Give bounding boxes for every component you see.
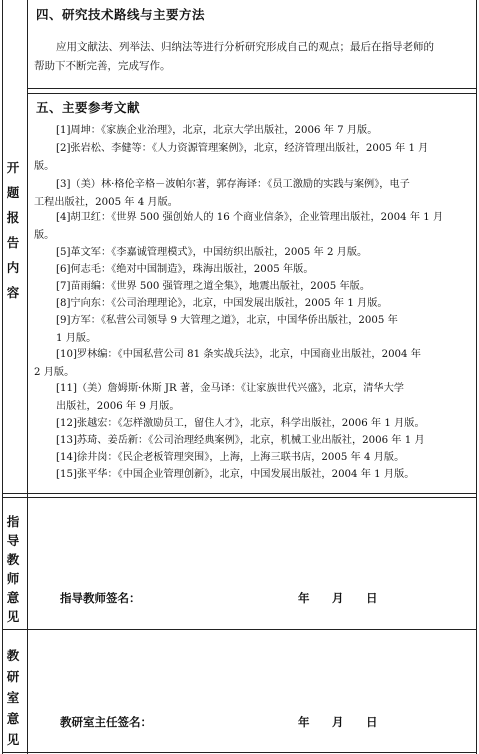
advisor-date-year: 年	[298, 591, 310, 605]
section5-title: 五、主要参考文献	[36, 100, 141, 115]
reference-item	[56, 449, 474, 467]
column-divider	[27, 0, 28, 754]
reference-text: [4]胡卫红：《世界 500 强创始人的 16 个商业信条》，企业管理出版社，2004 年 1 月	[56, 212, 444, 223]
section5-rule-a	[27, 93, 476, 94]
reference-text: [14]徐井岗：《民企老板管理突围》，上海，上海三联书店，2005 年 4 月版。	[56, 452, 405, 463]
reference-text-cont: 出版社，2006 年 9 月版。	[56, 400, 180, 412]
side-char: 导	[6, 533, 20, 548]
side-char: 容	[6, 285, 20, 300]
report-bottom-rule-b	[2, 497, 476, 498]
reference-text: [11]（美）詹姆斯·休斯 JR 著，金马译：《让家族世代兴盛》，北京，清华大学	[56, 383, 404, 394]
reference-text: [1]周坤：《家族企业治理》，北京，北京大学出版社，2006 年 7 月版。	[56, 125, 378, 136]
side-char: 见	[6, 732, 20, 747]
section4-text-line1: 应用文献法、列举法、归纳法等进行分析研究形成自己的观点；最后在指导老师的	[56, 41, 434, 53]
reference-text: [13]苏琦、姜岳新：《公司治理经典案例》，北京，机械工业出版社，2006 年 1 月	[56, 435, 425, 446]
side-char: 见	[6, 609, 20, 624]
side-char: 题	[6, 185, 20, 200]
office-signature-label: 教研室主任签名：	[60, 715, 152, 729]
reference-item	[34, 140, 474, 175]
advisor-date-month: 月	[332, 591, 344, 605]
reference-item	[56, 466, 474, 484]
reference-item	[34, 346, 474, 381]
reference-text: [5]革文军：《李嘉诚管理模式》，中国纺织出版社，2005 年 2 月版。	[56, 247, 368, 258]
office-date-day: 日	[366, 715, 378, 729]
section4-text-line2: 帮助下不断完善，完成写作。	[34, 60, 171, 72]
side-char: 意	[6, 590, 20, 605]
side-char: 内	[6, 260, 20, 275]
side-char: 师	[6, 571, 20, 586]
reference-text-cont: 2 月版。	[34, 366, 75, 378]
reference-item	[56, 312, 474, 347]
reference-text-cont: 工程出版社，2005 年 4 月版。	[34, 196, 178, 208]
side-char: 意	[6, 711, 20, 726]
reference-text: [2]张岩松、李健等：《人力资源管理案例》，北京，经济管理出版社，2005 年 1 月	[56, 143, 429, 154]
advisor-date-day: 日	[366, 591, 378, 605]
side-char: 教	[6, 552, 20, 567]
side-char: 研	[6, 669, 20, 684]
side-char: 告	[6, 235, 20, 250]
reference-item	[56, 380, 474, 415]
reference-item	[56, 415, 474, 433]
reference-text: [10]罗林编：《中国私营公司 81 条实战兵法》，北京，中国商业出版社，2004 年	[56, 349, 421, 360]
side-label-office	[0, 645, 26, 750]
reference-text: [6]何志毛：《绝对中国制造》，珠海出版社，2005 年版。	[56, 264, 314, 275]
reference-item	[56, 278, 474, 296]
reference-text-cont: 版。	[34, 229, 55, 241]
side-char: 报	[6, 210, 20, 225]
report-bottom-rule	[2, 493, 476, 494]
section4-rule	[27, 88, 476, 89]
advisor-bottom-rule	[2, 629, 476, 630]
reference-text: [7]苗雨编：《世界 500 强管理之道全集》，地震出版社，2005 年版。	[56, 281, 371, 292]
side-char: 教	[6, 648, 20, 663]
reference-text: [3]（美）林·格伦辛格－波帕尔著，郭存海译：《员工激励的实践与案例》，电子	[56, 179, 410, 190]
bottom-border	[2, 752, 476, 753]
reference-text-cont: 1 月版。	[56, 332, 97, 344]
reference-item	[34, 176, 474, 211]
side-label-advisor	[0, 512, 26, 626]
left-border	[2, 0, 3, 754]
reference-item	[56, 261, 474, 279]
advisor-signature-label: 指导教师签名：	[60, 591, 141, 605]
reference-text: [9]方军：《私营公司领导 9 大管理之道》，北京，中国华侨出版社，2005 年	[56, 315, 398, 326]
section4-title: 四、研究技术路线与主要方法	[36, 7, 206, 22]
reference-text: [8]宁向东：《公司治理理论》，北京，中国发展出版社，2005 年 1 月版。	[56, 298, 388, 309]
side-char: 开	[6, 160, 20, 175]
side-label-report	[0, 155, 26, 305]
reference-text: [12]张越宏：《怎样激励员工，留住人才》，北京，科学出版社，2006 年 1 月版。	[56, 418, 425, 429]
reference-item	[56, 295, 474, 313]
office-date-year: 年	[298, 715, 310, 729]
reference-item	[56, 244, 474, 262]
reference-item	[34, 209, 474, 244]
side-char: 室	[6, 690, 20, 705]
reference-item	[56, 432, 474, 450]
side-char: 指	[6, 514, 20, 529]
office-date-month: 月	[332, 715, 344, 729]
reference-item	[56, 122, 474, 140]
reference-text: [15]张平华：《中国企业管理创新》，北京，中国发展出版社，2004 年 1 月版。	[56, 469, 415, 480]
right-border	[476, 0, 477, 754]
reference-text-cont: 版。	[34, 160, 55, 172]
